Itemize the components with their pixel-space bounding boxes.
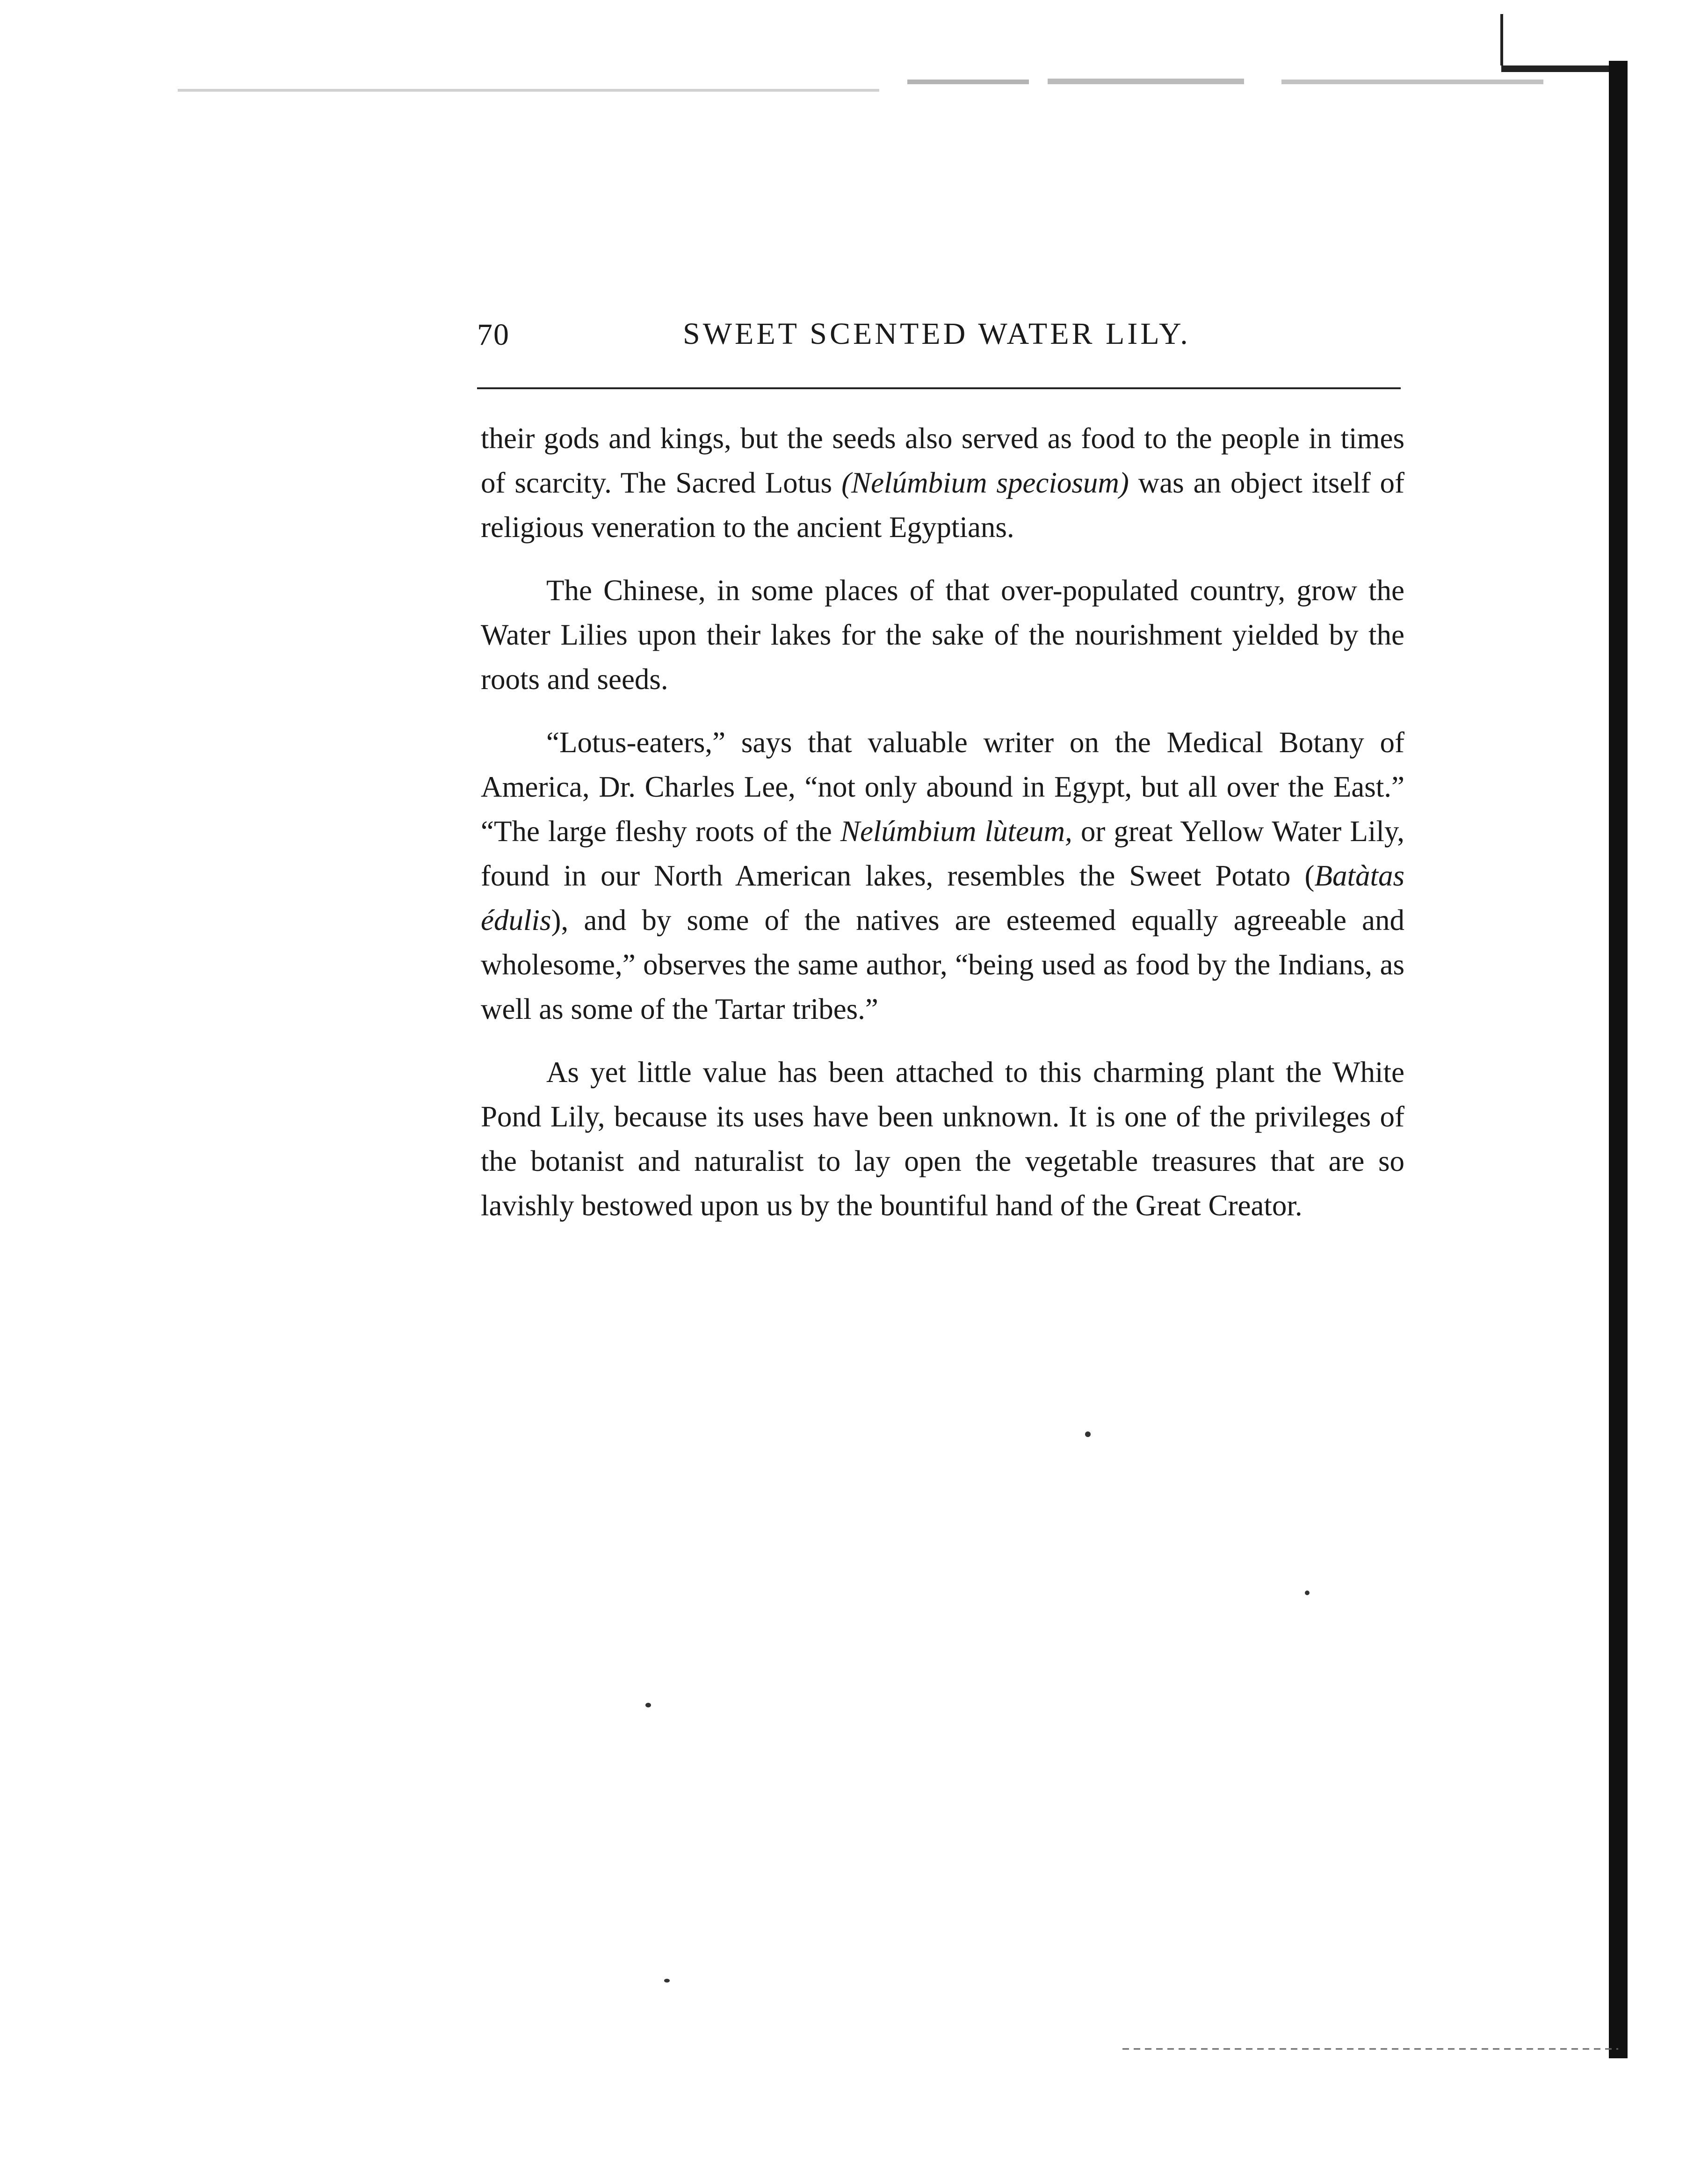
text-segment: their gods and kings, but the seeds also served as food to the people in times of scarcity. The Sacred Lotus [481,422,1404,499]
italic-text: Batàtas édulis [481,859,1404,937]
text-segment: “Lotus-eaters,” says that valuable writer on the Medical Botany of America, Dr. Charles Lee, “not only abound in Egypt, but all over the East.” “The large fleshy roots of the [481,726,1404,848]
text-segment: As yet little value has been attached to this charming plant the White Pond Lily, because its uses have been unknown. It is one of the privileges of the botanist and naturalist to lay open the vegetable treasures that are so lavishly bestowed upon us by the bountiful hand of the Great Creator. [481,1056,1404,1222]
italic-text: Nelúmbium lùteum, [840,815,1072,848]
scan-noise-top [159,70,1562,112]
paragraph [481,1050,1404,1228]
paragraph [481,416,1404,550]
scan-edge-right [1609,61,1628,2058]
scan-noise-bottom [1122,2044,1618,2054]
paragraph [481,568,1404,702]
paragraph [481,720,1404,1031]
running-title: SWEET SCENTED WATER LILY. [683,317,1191,351]
text-segment: ), and by some of the natives are esteemed equally agreeable and wholesome,” observes the same author, “being used as food by the Indians, as well as some of the Tartar tribes.” [481,904,1404,1025]
scan-edge-line [1500,14,1503,65]
header-rule [477,387,1401,389]
scan-speck [1305,1591,1310,1595]
scan-speck [1085,1431,1091,1437]
text-segment: or great Yellow Water Lily, found in our North American lakes, resembles the Sweet Potato ( [481,815,1404,892]
page-number: 70 [477,318,510,352]
running-header [477,309,1403,360]
text-segment: The Chinese, in some places of that over-populated country, grow the Water Lilies upon their lakes for the sake of the nourishment yielded by the roots and seeds. [481,574,1404,696]
body-text [481,416,1404,1247]
italic-text: (Nelúmbium speciosum) [841,466,1129,499]
scan-speck [664,1979,670,1983]
text-segment: was an object itself of religious veneration to the ancient Egyptians. [481,466,1405,544]
scan-speck [645,1703,651,1707]
